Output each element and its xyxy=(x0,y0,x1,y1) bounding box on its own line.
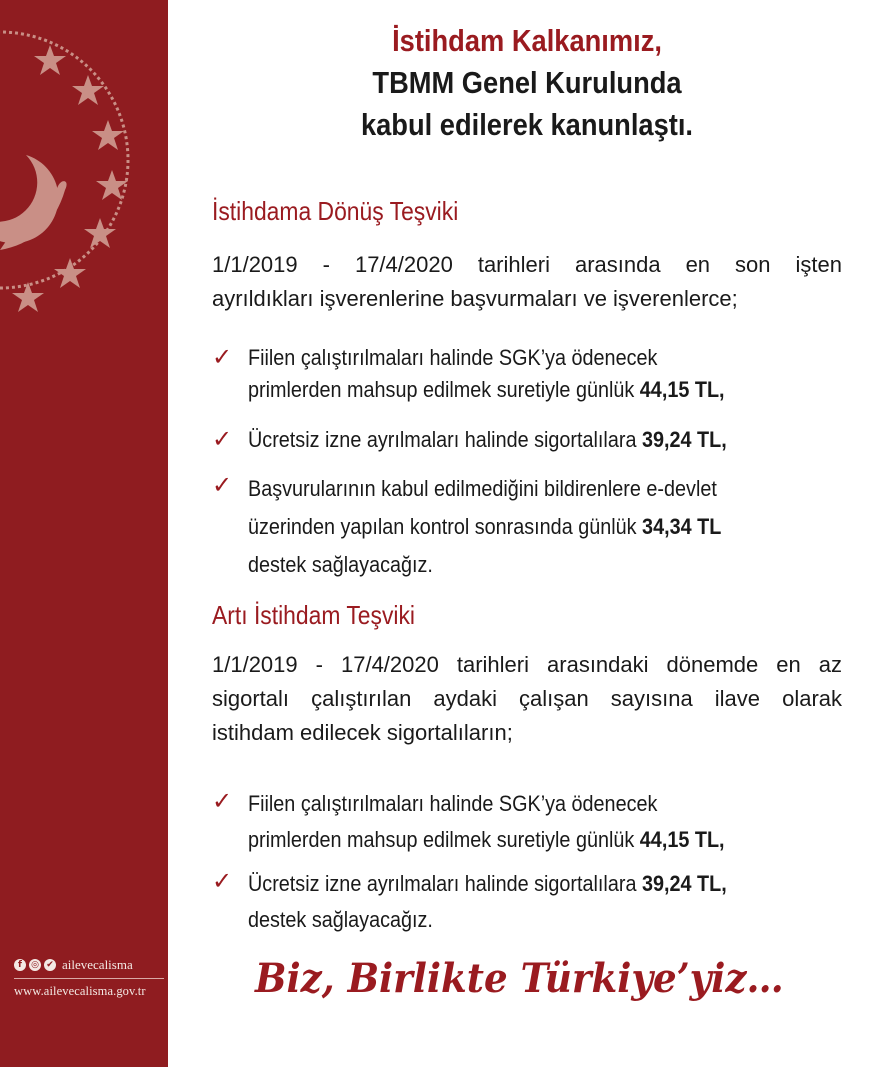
item-text: destek sağlayacağız. xyxy=(248,552,433,577)
intro-line: 1/1/2019 - 17/4/2020 tarihleri arasındaki dönemde en az xyxy=(212,652,842,677)
intro-line: 1/1/2019 - 17/4/2020 tarihleri arasında en son işten xyxy=(212,252,842,277)
item-text: üzerinden yapılan kontrol sonrasında günlük 34,34 TL xyxy=(248,514,722,539)
facebook-icon[interactable]: f xyxy=(14,959,26,971)
item-text: Fiilen çalıştırılmaları halinde SGK’ya ödenecek xyxy=(248,791,658,816)
intro-line: sigortalı çalıştırılan aydaki çalışan sayısına ilave olarak xyxy=(212,686,842,711)
item-text: Ücretsiz izne ayrılmaları halinde sigortalılara 39,24 TL, xyxy=(248,871,727,896)
item-text: destek sağlayacağız. xyxy=(248,907,433,932)
social-handle: ailevecalisma xyxy=(62,957,133,972)
section-intro xyxy=(212,648,842,750)
amount: 34,34 TL xyxy=(642,514,722,539)
checkmark-icon: ✓ xyxy=(212,868,233,895)
checkmark-icon: ✓ xyxy=(212,472,233,499)
title-line-3: kabul edilerek kanunlaştı. xyxy=(360,107,694,142)
section-intro xyxy=(212,248,842,316)
title-line-1: İstihdam Kalkanımız, xyxy=(392,23,662,58)
item-text: Fiilen çalıştırılmaları halinde SGK’ya ödenecek xyxy=(248,345,658,370)
sidebar-band xyxy=(0,0,168,1067)
section-heading: İstihdama Dönüş Teşviki xyxy=(212,196,459,226)
instagram-icon[interactable]: ◎ xyxy=(29,959,41,971)
intro-line: ayrıldıkları işverenlerine başvurmaları ve işverenlerce; xyxy=(212,286,738,311)
title-line-2: TBMM Genel Kurulunda xyxy=(372,65,682,100)
social-row xyxy=(14,957,164,973)
divider xyxy=(14,978,164,979)
item-text: primlerden mahsup edilmek suretiyle günlük 44,15 TL, xyxy=(248,377,725,402)
amount: 39,24 TL, xyxy=(641,871,727,896)
twitter-icon[interactable]: ✔ xyxy=(44,959,56,971)
amount: 44,15 TL, xyxy=(639,827,725,852)
intro-line: istihdam edilecek sigortalıların; xyxy=(212,720,513,745)
amount: 44,15 TL, xyxy=(639,377,725,402)
page-title xyxy=(250,20,804,146)
item-text: primlerden mahsup edilmek suretiyle günlük 44,15 TL, xyxy=(248,827,725,852)
item-text: Ücretsiz izne ayrılmaları halinde sigortalılara 39,24 TL, xyxy=(248,427,727,452)
checkmark-icon: ✓ xyxy=(212,788,233,815)
checkmark-icon: ✓ xyxy=(212,344,233,371)
item-text: Başvurularının kabul edilmediğini bildirenlere e-devlet xyxy=(248,476,717,501)
website-url[interactable]: www.ailevecalisma.gov.tr xyxy=(14,984,146,998)
checkmark-icon: ✓ xyxy=(212,426,233,453)
social-footer xyxy=(14,957,164,999)
amount: 39,24 TL, xyxy=(641,427,727,452)
slogan: Biz, Birlikte Türkiye’yiz… xyxy=(255,955,784,1002)
ministry-emblem-icon xyxy=(0,20,150,320)
section-heading: Artı İstihdam Teşviki xyxy=(212,600,416,630)
